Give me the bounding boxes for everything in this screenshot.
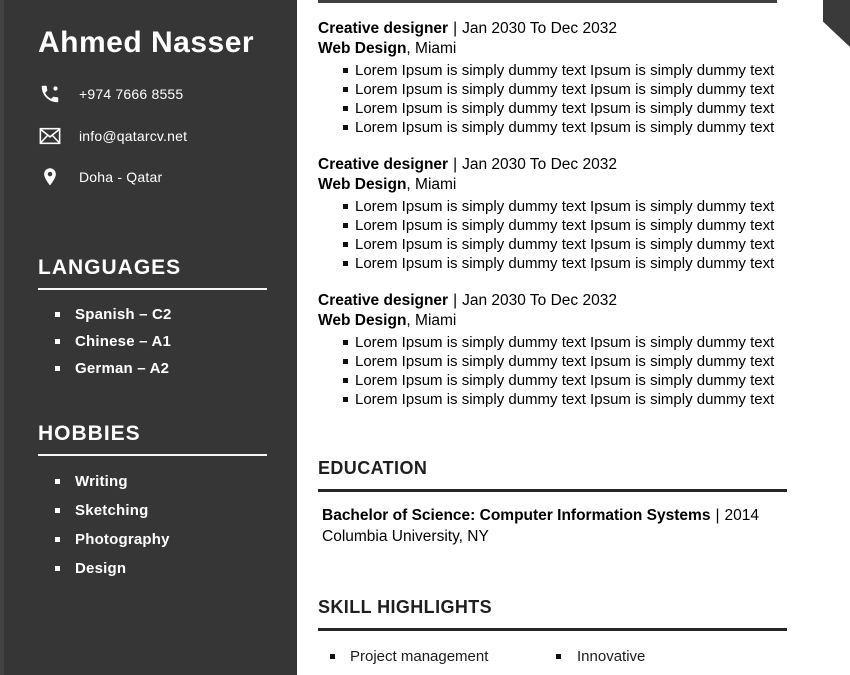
job-dates: Jan 2030 To Dec 2032 (462, 292, 617, 309)
experience-entry (318, 155, 793, 273)
hobbies-heading: HOBBIES (38, 422, 267, 456)
company-name: Web Design (318, 312, 407, 329)
skills-columns (318, 647, 787, 666)
bullet-item: Lorem Ipsum is simply dummy text Ipsum is simply dummy text (318, 254, 793, 273)
education-section (318, 458, 787, 547)
bullet-item: Lorem Ipsum is simply dummy text Ipsum is simply dummy text (318, 371, 793, 390)
job-company-line (318, 175, 793, 195)
list-item: Writing (38, 467, 267, 496)
education-body (318, 505, 787, 547)
skill-item: Innovative (556, 647, 645, 666)
separator: | (453, 20, 458, 37)
bullet-item: Lorem Ipsum is simply dummy text Ipsum is simply dummy text (318, 118, 793, 137)
experience-entries (318, 19, 793, 427)
job-title: Creative designer (318, 292, 449, 309)
job-title-line (318, 155, 793, 175)
education-heading: EDUCATION (318, 458, 787, 492)
bullet-item: Lorem Ipsum is simply dummy text Ipsum is simply dummy text (318, 80, 793, 99)
person-name: Ahmed Nasser (38, 26, 255, 60)
languages-list (38, 301, 267, 382)
bullet-item: Lorem Ipsum is simply dummy text Ipsum is simply dummy text (318, 61, 793, 80)
main-content (297, 0, 850, 675)
email-address: info@qatarcv.net (79, 128, 188, 144)
corner-ribbon (823, 0, 850, 47)
job-dates: Jan 2030 To Dec 2032 (462, 156, 617, 173)
job-title-line (318, 19, 793, 39)
skills-column-right (556, 647, 645, 666)
contact-location (38, 165, 162, 189)
experience-entry (318, 291, 793, 409)
phone-icon (38, 82, 62, 106)
job-dates: Jan 2030 To Dec 2032 (462, 20, 617, 37)
location-icon (38, 165, 62, 189)
bullet-item: Lorem Ipsum is simply dummy text Ipsum is simply dummy text (318, 99, 793, 118)
job-bullet-list (318, 333, 793, 409)
skill-item: Project management (318, 647, 556, 666)
separator: | (453, 156, 458, 173)
graduation-year: 2014 (724, 507, 759, 524)
list-item: Spanish – C2 (38, 301, 267, 328)
bullet-item: Lorem Ipsum is simply dummy text Ipsum is simply dummy text (318, 235, 793, 254)
company-location: , Miami (406, 40, 457, 57)
list-item: Chinese – A1 (38, 328, 267, 355)
hobbies-section (38, 422, 267, 583)
email-icon (38, 124, 62, 148)
school-line: Columbia University, NY (322, 528, 489, 545)
job-title: Creative designer (318, 156, 449, 173)
separator: | (453, 292, 458, 309)
bullet-item: Lorem Ipsum is simply dummy text Ipsum is simply dummy text (318, 197, 793, 216)
job-bullet-list (318, 197, 793, 273)
bullet-item: Lorem Ipsum is simply dummy text Ipsum is simply dummy text (318, 390, 793, 409)
list-item: Design (38, 554, 267, 583)
bullet-item: Lorem Ipsum is simply dummy text Ipsum is simply dummy text (318, 333, 793, 352)
experience-entry (318, 19, 793, 137)
location-text: Doha - Qatar (79, 169, 163, 185)
job-bullet-list (318, 61, 793, 137)
languages-section (38, 256, 267, 382)
contact-phone (38, 82, 183, 106)
degree-title: Bachelor of Science: Computer Information Systems (322, 507, 711, 524)
bullet-item: Lorem Ipsum is simply dummy text Ipsum is simply dummy text (318, 216, 793, 235)
phone-number: +974 7666 8555 (79, 86, 184, 102)
list-item: German – A2 (38, 355, 267, 382)
skills-column-left (318, 647, 556, 666)
skills-section (318, 597, 787, 666)
languages-heading: LANGUAGES (38, 256, 267, 290)
list-item: Photography (38, 525, 267, 554)
job-title-line (318, 291, 793, 311)
list-item: Sketching (38, 496, 267, 525)
company-location: , Miami (406, 176, 457, 193)
top-rule (318, 0, 777, 3)
sidebar (0, 0, 297, 675)
separator: | (715, 507, 720, 524)
job-title: Creative designer (318, 20, 449, 37)
company-name: Web Design (318, 176, 407, 193)
job-company-line (318, 39, 793, 59)
degree-line (322, 505, 787, 526)
job-company-line (318, 311, 793, 331)
company-location: , Miami (406, 312, 457, 329)
contact-email (38, 124, 187, 148)
hobbies-list (38, 467, 267, 583)
skills-heading: SKILL HIGHLIGHTS (318, 597, 787, 631)
company-name: Web Design (318, 40, 407, 57)
bullet-item: Lorem Ipsum is simply dummy text Ipsum is simply dummy text (318, 352, 793, 371)
